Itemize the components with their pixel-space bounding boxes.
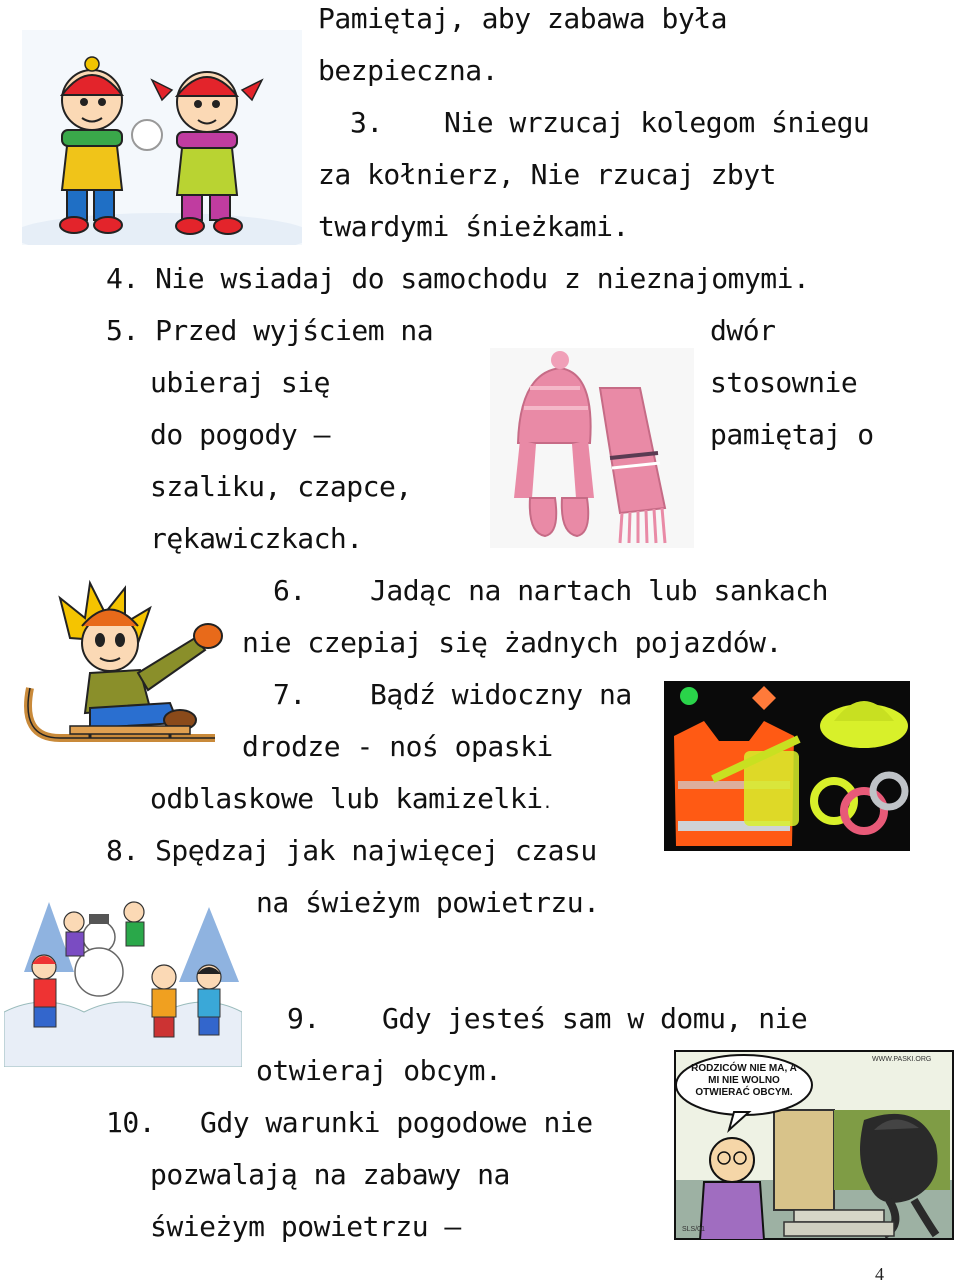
rule-line: rękawiczkach. (150, 522, 363, 555)
comic-signature: SLS/01 (682, 1226, 705, 1233)
rule-line: Pamiętaj, aby zabawa była (318, 2, 727, 35)
rule-line: szaliku, czapce, (150, 470, 412, 503)
rule-line: drodze - noś opaski (242, 730, 553, 763)
rule-line: stosownie (710, 366, 858, 399)
rule-line: świeżym powietrzu – (150, 1210, 461, 1243)
rule-number: 10. (106, 1106, 156, 1139)
reflective-gear-photo (664, 681, 910, 851)
rule-line: bezpieczna. (318, 54, 498, 87)
rule-line: za kołnierz, Nie rzucaj zbyt (318, 158, 777, 191)
comic-speech-text: RODZICÓW NIE MA, A MI NIE WOLNO OTWIERAĆ OBCYM. (691, 1063, 797, 1098)
rule-line: nie czepiaj się żadnych pojazdów. (242, 626, 782, 659)
rule-line: Jadąc na nartach lub sankach (370, 574, 829, 607)
rule-line: pozwalają na zabawy na (150, 1158, 510, 1191)
rule-line: Nie wrzucaj kolegom śniegu (444, 106, 870, 139)
rule-line: na świeżym powietrzu. (256, 886, 600, 919)
rule-line: 5. Przed wyjściem na (106, 314, 434, 347)
rule-line: twardymi śnieżkami. (318, 210, 629, 243)
rule-number: 6. (273, 574, 306, 607)
rule-line: dwór (710, 314, 776, 347)
winter-clothes-photo (490, 348, 694, 548)
rule-line: odblaskowe lub kamizelki. (150, 782, 552, 815)
rule-line: Gdy jesteś sam w domu, nie (382, 1002, 808, 1035)
comic-strip (674, 1050, 954, 1240)
rule-number: 3. (350, 106, 383, 139)
comic-site-text: WWW.PASKI.ORG (872, 1056, 932, 1063)
rule-line: pamiętaj o (710, 418, 874, 451)
rule-line: 8. Spędzaj jak najwięcej czasu (106, 834, 597, 867)
rule-number: 9. (287, 1002, 320, 1035)
page-number: 4 (875, 1264, 884, 1284)
rule-line: 4. Nie wsiadaj do samochodu z nieznajomymi. (106, 262, 810, 295)
sled-kid-illustration (20, 578, 232, 753)
snowball-kids-illustration (22, 30, 302, 245)
rule-line: Bądź widoczny na (370, 678, 632, 711)
rule-number: 7. (273, 678, 306, 711)
snow-play-illustration (4, 882, 242, 1067)
rule-line: Gdy warunki pogodowe nie (200, 1106, 593, 1139)
rule-line: ubieraj się (150, 366, 330, 399)
rule-line: otwieraj obcym. (256, 1054, 502, 1087)
rule-line: do pogody – (150, 418, 330, 451)
